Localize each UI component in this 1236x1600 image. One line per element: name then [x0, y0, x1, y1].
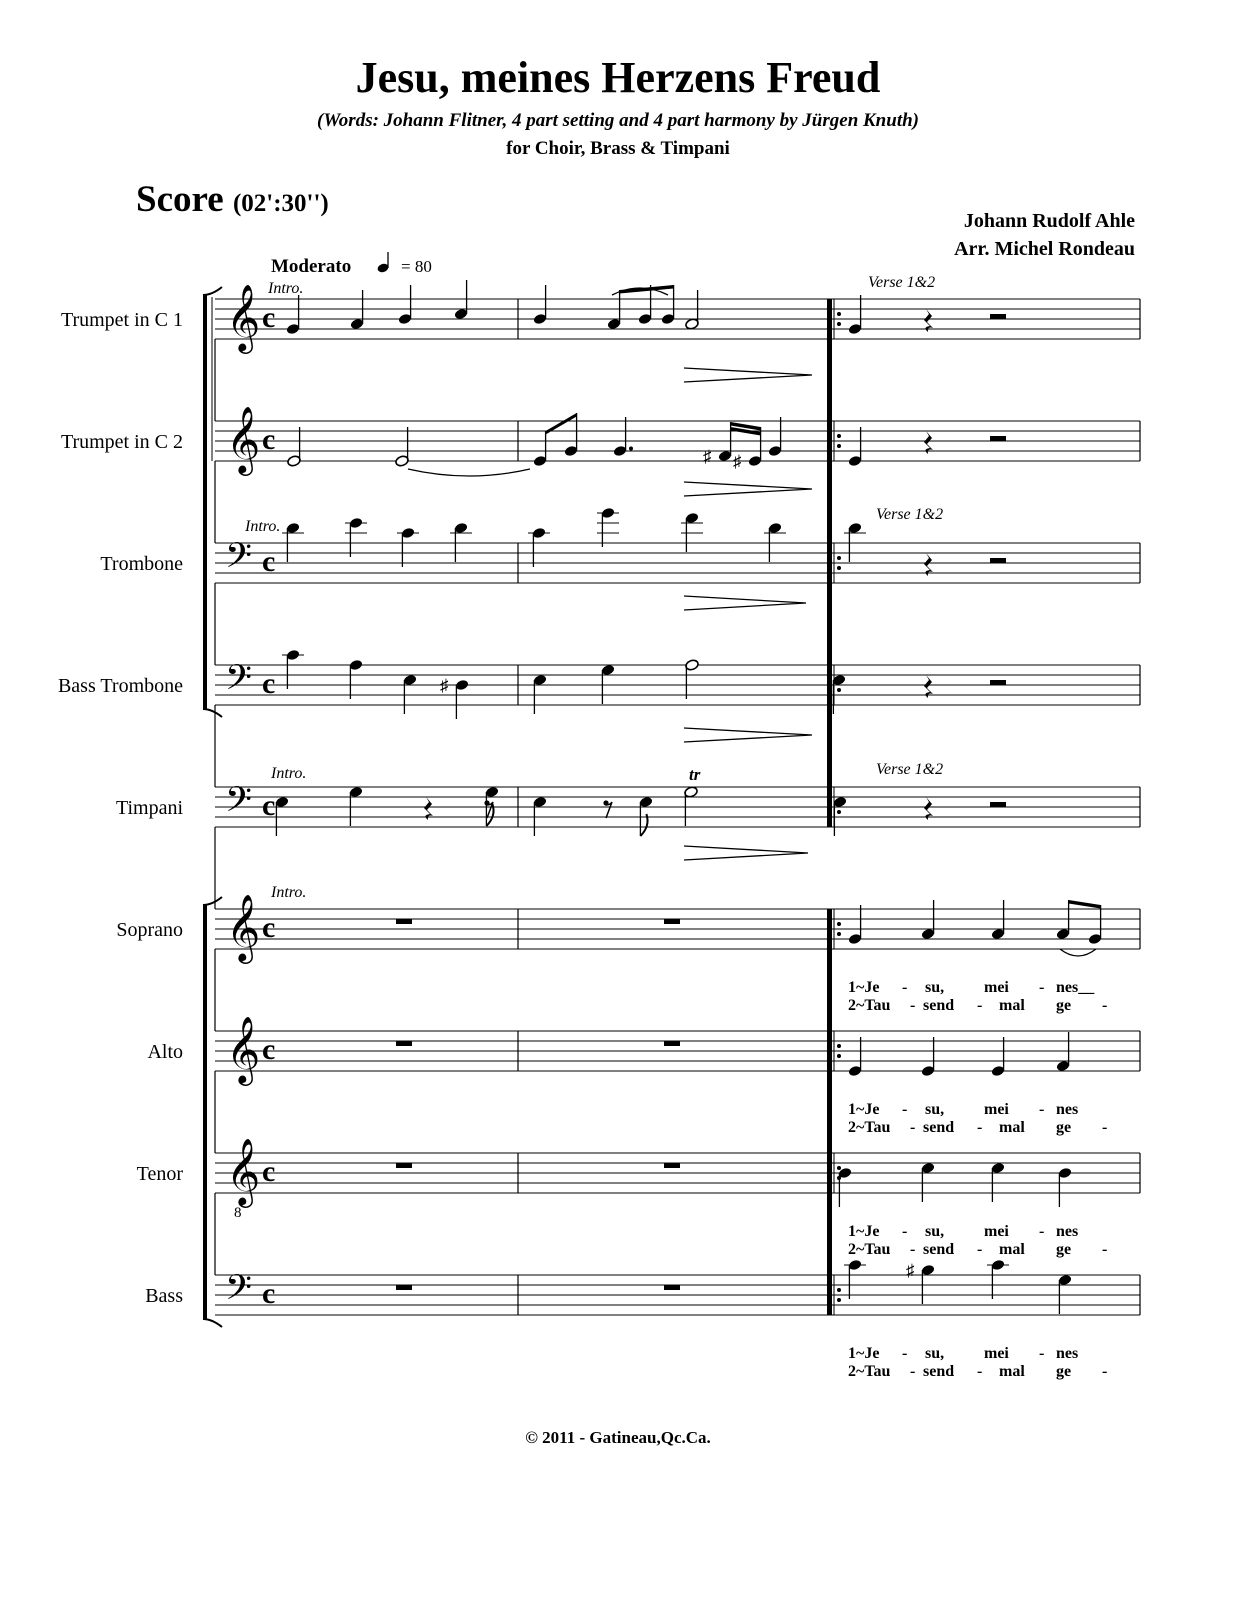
staff-name: Alto — [147, 1041, 183, 1063]
lyric-tenor-verse-1: - — [902, 1223, 908, 1240]
verse-mark-trombone: Verse 1&2 — [876, 506, 944, 523]
lyric-soprano-verse-1: su, — [925, 979, 945, 996]
bracket-bar — [203, 295, 207, 709]
diminuendo — [684, 596, 806, 610]
slur — [408, 469, 530, 476]
half-rest — [990, 436, 1006, 441]
lyric-tenor-verse-2: - — [910, 1241, 916, 1258]
bracket-bar — [203, 905, 207, 1319]
staff-trombone — [100, 538, 1140, 665]
repeat-dot — [837, 566, 841, 570]
note — [601, 664, 616, 704]
repeat-dot — [837, 556, 841, 560]
note — [921, 1162, 936, 1202]
tempo-text: Moderato — [271, 256, 352, 277]
note — [349, 659, 364, 699]
whole-rest — [664, 1285, 680, 1290]
note — [906, 1261, 935, 1304]
note — [684, 786, 699, 826]
bracket-hook — [203, 1319, 222, 1327]
repeat-dot — [837, 688, 841, 692]
bracket-hook — [203, 287, 222, 295]
lyric-bass-verse-1: - — [902, 1345, 908, 1362]
staff-soprano — [116, 895, 1140, 1031]
note — [533, 796, 548, 836]
lyric-soprano-verse-2: - — [977, 997, 983, 1014]
note — [349, 786, 364, 826]
note — [533, 674, 548, 714]
staff-name: Timpani — [115, 797, 183, 819]
note — [844, 522, 866, 562]
lyric-tenor-verse-1: mei — [984, 1223, 1009, 1240]
lyric-alto-verse-1: su, — [925, 1101, 945, 1118]
tempo-note-icon — [376, 252, 389, 274]
note — [685, 290, 700, 330]
note — [395, 427, 410, 467]
note — [597, 507, 619, 547]
lyric-soprano-verse-1: - — [1039, 979, 1045, 996]
staff-name: Trumpet in C 1 — [60, 309, 183, 331]
score-title: Jesu, meines Herzens Freud — [355, 53, 881, 102]
repeat-dot — [837, 434, 841, 438]
staff-name: Trombone — [100, 553, 183, 575]
lyric-soprano-verse-1: - — [902, 979, 908, 996]
slur — [1060, 949, 1096, 956]
lyric-tenor-verse-2: mal — [999, 1241, 1025, 1258]
whole-rest — [396, 919, 412, 924]
note — [1056, 900, 1071, 940]
note — [440, 676, 469, 719]
lyric-alto-verse-1: - — [1039, 1101, 1045, 1118]
lyric-alto-verse-1: nes — [1056, 1101, 1079, 1118]
lyric-soprano-verse-2: send — [923, 997, 955, 1014]
half-rest — [990, 802, 1006, 807]
lyric-tenor-verse-2: - — [1102, 1241, 1108, 1258]
repeat-dot — [837, 1288, 841, 1292]
lyric-alto-verse-2: - — [1102, 1119, 1108, 1136]
note — [991, 1037, 1006, 1077]
note — [533, 285, 548, 325]
lyric-tenor-verse-1: nes — [1056, 1223, 1079, 1240]
note — [533, 431, 548, 467]
time-signature: c — [262, 423, 276, 456]
score-subtitle: (Words: Johann Flitner, 4 part setting and 4 part harmony by Jürgen Knuth) — [317, 110, 919, 131]
time-signature: c — [262, 1155, 276, 1188]
repeat-dot — [837, 810, 841, 814]
lyric-tenor-verse-1: su, — [925, 1223, 945, 1240]
staff-alto — [147, 1017, 1140, 1153]
repeat-dot — [837, 1044, 841, 1048]
intro-mark-soprano: Intro. — [271, 884, 307, 901]
note — [639, 796, 654, 836]
whole-rest — [664, 1163, 680, 1168]
lyric-alto-verse-2: send — [923, 1119, 955, 1136]
lyric-bass-verse-1: - — [1039, 1345, 1045, 1362]
note — [848, 427, 863, 467]
repeat-dot — [837, 1054, 841, 1058]
diminuendo — [684, 482, 812, 496]
repeat-dot — [837, 1166, 841, 1170]
lyric-alto-verse-2: ge — [1056, 1119, 1072, 1136]
treble-clef: 𝄞 — [226, 1017, 261, 1082]
intro-mark-trumpet: Intro. — [268, 280, 304, 297]
bracket-hook — [203, 709, 222, 717]
note — [397, 527, 419, 567]
note — [607, 290, 622, 330]
lyric-bass-verse-2: - — [1102, 1363, 1108, 1380]
lyric-bass-verse-1: 1~Je — [848, 1345, 880, 1362]
note — [921, 1037, 936, 1077]
note — [703, 422, 732, 466]
note — [764, 522, 786, 562]
instrumentation: for Choir, Brass & Timpani — [506, 138, 730, 159]
note — [848, 295, 863, 335]
time-signature: c — [262, 301, 276, 334]
thick-bar — [827, 299, 832, 827]
whole-rest — [396, 1163, 412, 1168]
repeat-dot — [837, 922, 841, 926]
lyric-alto-verse-1: mei — [984, 1101, 1009, 1118]
note — [287, 427, 302, 467]
repeat-dot — [837, 1298, 841, 1302]
note — [485, 786, 500, 826]
note — [282, 649, 304, 689]
lyric-alto-verse-2: 2~Tau — [848, 1119, 891, 1136]
thick-bar — [827, 787, 832, 827]
staff-bass-trombone — [58, 660, 1140, 787]
lyric-soprano-verse-1: 1~Je — [848, 979, 880, 996]
octave-mark: 8 — [234, 1205, 242, 1221]
thick-bar — [827, 909, 832, 1315]
note — [991, 1162, 1006, 1202]
half-rest — [990, 680, 1006, 685]
lyric-alto-verse-1: - — [902, 1101, 908, 1118]
treble-clef: 𝄞 — [226, 1139, 261, 1204]
note — [454, 280, 469, 320]
bass-clef: 𝄢 — [225, 1270, 253, 1316]
staves — [58, 285, 1140, 1316]
choir-bracket — [203, 897, 222, 1327]
lyric-soprano-verse-2: ge — [1056, 997, 1072, 1014]
lyric-tenor-verse-1: - — [1039, 1223, 1045, 1240]
note — [398, 285, 413, 325]
bass-clef: 𝄢 — [225, 660, 253, 706]
note — [345, 517, 367, 557]
duration: (02':30'') — [232, 190, 329, 217]
diminuendo — [684, 728, 812, 742]
staff-bass — [145, 1270, 1140, 1316]
time-signature: c — [262, 545, 276, 578]
note — [838, 1167, 853, 1207]
beam — [1069, 900, 1101, 909]
bass-clef: 𝄢 — [225, 538, 253, 584]
repeat-dot — [837, 322, 841, 326]
staff-name: Trumpet in C 2 — [60, 431, 183, 453]
note — [987, 1259, 1009, 1299]
note — [450, 522, 472, 562]
lyric-alto-verse-2: mal — [999, 1119, 1025, 1136]
trill-mark: tr — [689, 765, 701, 784]
lyric-bass-verse-2: 2~Tau — [848, 1363, 891, 1380]
lyric-soprano-verse-2: 2~Tau — [848, 997, 891, 1014]
staff-tenor — [137, 1139, 1140, 1275]
treble-clef: 𝄞 — [226, 895, 261, 960]
note — [832, 674, 847, 714]
sharp-sign: ♯ — [703, 447, 712, 466]
note — [848, 905, 863, 945]
lyric-tenor-verse-2: send — [923, 1241, 955, 1258]
lyric-bass-verse-2: - — [910, 1363, 916, 1380]
sharp-sign: ♯ — [733, 452, 742, 471]
note — [848, 1037, 863, 1077]
lyric-bass-verse-2: mal — [999, 1363, 1025, 1380]
intro-mark-timpani: Intro. — [271, 765, 307, 782]
repeat-dot — [837, 444, 841, 448]
half-rest — [990, 558, 1006, 563]
treble-clef: 𝄞 — [226, 285, 261, 350]
note — [661, 285, 676, 325]
note — [1088, 905, 1103, 945]
time-signature: c — [262, 911, 276, 944]
note — [991, 900, 1006, 940]
staff-name: Bass Trombone — [57, 675, 183, 697]
note — [681, 512, 703, 552]
lyric-soprano-verse-2: - — [910, 997, 916, 1014]
lyric-alto-verse-2: - — [910, 1119, 916, 1136]
staff-name: Bass — [145, 1285, 183, 1307]
repeat-dot — [837, 312, 841, 316]
bass-clef: 𝄢 — [225, 782, 253, 828]
tempo-bpm: = 80 — [401, 257, 432, 276]
staff-trumpet-1 — [61, 285, 1140, 421]
whole-rest — [396, 1285, 412, 1290]
lyric-soprano-verse-2: - — [1102, 997, 1108, 1014]
time-signature: c — [262, 1033, 276, 1066]
note — [1058, 1167, 1073, 1207]
composer: Johann Rudolf Ahle — [963, 210, 1135, 232]
staff-timpani — [116, 782, 1140, 909]
repeat-dot — [837, 932, 841, 936]
bracket-hook — [203, 897, 222, 905]
whole-rest — [664, 919, 680, 924]
diminuendo — [684, 846, 808, 860]
whole-rest — [664, 1041, 680, 1046]
note — [286, 295, 301, 335]
lyric-soprano-verse-1: mei — [984, 979, 1009, 996]
note — [282, 522, 304, 562]
note — [844, 1259, 866, 1299]
treble-clef: 𝄞 — [226, 407, 261, 472]
copyright: © 2011 - Gatineau,Qc.Ca. — [525, 1428, 711, 1447]
note — [1056, 1032, 1071, 1072]
half-rest — [990, 314, 1006, 319]
note — [833, 796, 848, 836]
note — [1058, 1274, 1073, 1314]
verse-mark-trumpet: Verse 1&2 — [868, 274, 936, 291]
staff-name: Soprano — [116, 919, 183, 941]
lyric-soprano-verse-1: nes__ — [1056, 979, 1095, 996]
lyric-tenor-verse-2: - — [977, 1241, 983, 1258]
note — [685, 659, 700, 699]
lyric-bass-verse-1: su, — [925, 1345, 945, 1362]
arranger: Arr. Michel Rondeau — [954, 238, 1135, 260]
lyric-alto-verse-1: 1~Je — [848, 1101, 880, 1118]
score-word: Score — [136, 179, 224, 220]
sharp-sign: ♯ — [906, 1261, 915, 1280]
diminuendo — [684, 368, 812, 382]
dot — [629, 447, 633, 451]
sharp-sign: ♯ — [440, 676, 449, 695]
lyric-tenor-verse-1: 1~Je — [848, 1223, 880, 1240]
intro-mark-trombone: Intro. — [245, 518, 281, 535]
lyric-tenor-verse-2: ge — [1056, 1241, 1072, 1258]
note — [528, 527, 550, 567]
lyric-bass-verse-2: - — [977, 1363, 983, 1380]
time-signature: c — [262, 789, 276, 822]
lyric-bass-verse-1: nes — [1056, 1345, 1079, 1362]
note — [350, 290, 365, 330]
lyric-tenor-verse-2: 2~Tau — [848, 1241, 891, 1258]
time-signature: c — [262, 1277, 276, 1310]
time-signature: c — [262, 667, 276, 700]
lyric-bass-verse-2: ge — [1056, 1363, 1072, 1380]
verse-mark-timpani: Verse 1&2 — [876, 761, 944, 778]
lyric-bass-verse-2: send — [923, 1363, 955, 1380]
staff-name: Tenor — [136, 1163, 183, 1185]
lyric-alto-verse-2: - — [977, 1119, 983, 1136]
note — [403, 674, 418, 714]
lyric-bass-verse-1: mei — [984, 1345, 1009, 1362]
note — [921, 900, 936, 940]
lyric-soprano-verse-2: mal — [999, 997, 1025, 1014]
note — [275, 796, 290, 836]
whole-rest — [396, 1041, 412, 1046]
eighth-rest — [606, 802, 612, 818]
note — [768, 417, 783, 457]
